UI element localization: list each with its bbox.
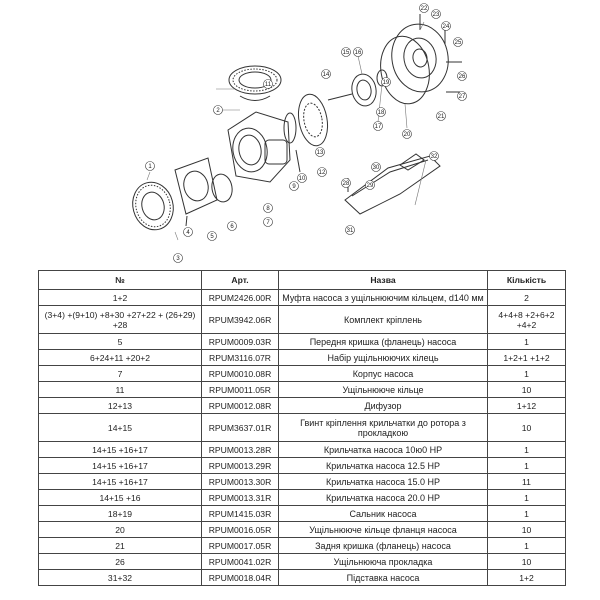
cell-number: 5 (39, 334, 202, 350)
table-row (39, 506, 566, 522)
cell-article: RPUM0016.05R (202, 522, 279, 538)
callout-3: 3 (176, 256, 180, 262)
cell-quantity: 10 (488, 522, 566, 538)
cell-quantity: 10 (488, 554, 566, 570)
cell-name: Гвинт кріплення крильчатки до ротора з прокладкою (279, 414, 488, 442)
callout-17: 17 (374, 124, 382, 130)
callout-26: 26 (458, 74, 466, 80)
callout-25: 25 (454, 40, 462, 46)
header-number: № (39, 271, 202, 290)
part-pump-stand (342, 156, 440, 214)
table-row (39, 458, 566, 474)
cell-number: 1+2 (39, 290, 202, 306)
callout-7: 7 (266, 220, 270, 226)
cell-name: Муфта насоса з ущільнюючим кільцем, d140 мм (279, 290, 488, 306)
table-row (39, 522, 566, 538)
header-name: Назва (279, 271, 488, 290)
cell-name: Корпус насоса (279, 366, 488, 382)
callout-19: 19 (382, 80, 390, 86)
parts-table (38, 270, 566, 586)
cell-article: RPUM0017.05R (202, 538, 279, 554)
cell-quantity: 1 (488, 506, 566, 522)
cell-article: RPUM0011.05R (202, 382, 279, 398)
cell-name: Дифузор (279, 398, 488, 414)
cell-number: 11 (39, 382, 202, 398)
callout-8: 8 (266, 206, 270, 212)
table-row (39, 538, 566, 554)
cell-article: RPUM0013.28R (202, 442, 279, 458)
table-row (39, 554, 566, 570)
part-coupling-top (229, 66, 281, 94)
cell-article: RPUM1415.03R (202, 506, 279, 522)
table-row (39, 398, 566, 414)
table-row (39, 490, 566, 506)
cell-name: Крильчатка насоса 20.0 HP (279, 490, 488, 506)
cell-quantity: 11 (488, 474, 566, 490)
callout-11: 11 (264, 82, 272, 88)
callout-29: 29 (366, 183, 374, 189)
table-row (39, 306, 566, 334)
callout-14: 14 (322, 72, 330, 78)
part-impeller (349, 72, 378, 108)
callout-22: 22 (420, 6, 428, 12)
cell-article: RPUM3942.06R (202, 306, 279, 334)
cell-number: 6+24+11 +20+2 (39, 350, 202, 366)
table-row (39, 334, 566, 350)
cell-number: 12+13 (39, 398, 202, 414)
callout-23: 23 (432, 12, 440, 18)
cell-name: Крильчатка насоса 15.0 HP (279, 474, 488, 490)
cell-quantity: 10 (488, 414, 566, 442)
callout-30: 30 (372, 165, 380, 171)
callout-20: 20 (403, 132, 411, 138)
cell-quantity: 2 (488, 290, 566, 306)
cell-number: 21 (39, 538, 202, 554)
callout-24: 24 (442, 24, 450, 30)
cell-article: RPUM0009.03R (202, 334, 279, 350)
cell-quantity: 1 (488, 538, 566, 554)
cell-number: 26 (39, 554, 202, 570)
exploded-pump-diagram (0, 0, 600, 265)
table-row (39, 442, 566, 458)
callout-32: 32 (430, 154, 438, 160)
callout-31: 31 (346, 228, 354, 234)
cell-quantity: 1 (488, 442, 566, 458)
header-article: Арт. (202, 271, 279, 290)
table-row (39, 382, 566, 398)
cell-number: 20 (39, 522, 202, 538)
table-row (39, 290, 566, 306)
callout-1: 1 (148, 164, 152, 170)
cell-number: 18+19 (39, 506, 202, 522)
cell-article: RPUM3116.07R (202, 350, 279, 366)
cell-article: RPUM0013.30R (202, 474, 279, 490)
table-row (39, 474, 566, 490)
header-quantity: Кількість (488, 271, 566, 290)
callout-16: 16 (354, 50, 362, 56)
cell-number: 31+32 (39, 570, 202, 586)
cell-name: Задня кришка (фланець) насоса (279, 538, 488, 554)
cell-quantity: 1 (488, 458, 566, 474)
cell-number: 14+15 (39, 414, 202, 442)
callout-21: 21 (437, 114, 445, 120)
table-row (39, 350, 566, 366)
cell-quantity: 1+12 (488, 398, 566, 414)
callout-2: 2 (216, 108, 220, 114)
callout-4: 4 (186, 230, 190, 236)
cell-name: Крильчатка насоса 10ю0 HP (279, 442, 488, 458)
table-header-row (39, 271, 566, 290)
part-front-flange (175, 158, 217, 214)
part-coupling-front (127, 178, 178, 235)
cell-name: Ущільнююче кільце фланця насоса (279, 522, 488, 538)
cell-number: 14+15 +16+17 (39, 458, 202, 474)
cell-number: 14+15 +16+17 (39, 474, 202, 490)
table-row (39, 414, 566, 442)
cell-number: (3+4) +(9+10) +8+30 +27+22 + (26+29) +28 (39, 306, 202, 334)
cell-quantity: 10 (488, 382, 566, 398)
part-flange-seal (375, 32, 434, 107)
callout-13: 13 (316, 150, 324, 156)
cell-article: RPUM0018.04R (202, 570, 279, 586)
cell-number: 7 (39, 366, 202, 382)
callout-6: 6 (230, 224, 234, 230)
part-diffuser (295, 92, 332, 148)
cell-number: 14+15 +16 (39, 490, 202, 506)
callout-15: 15 (342, 50, 350, 56)
callout-10: 10 (298, 176, 306, 182)
callout-27: 27 (458, 94, 466, 100)
part-back-flange (387, 20, 454, 97)
cell-article: RPUM0010.08R (202, 366, 279, 382)
cell-article: RPUM2426.00R (202, 290, 279, 306)
callout-9: 9 (292, 184, 296, 190)
callout-28: 28 (342, 181, 350, 187)
cell-name: Ущільнююче кільце (279, 382, 488, 398)
cell-name: Підставка насоса (279, 570, 488, 586)
cell-quantity: 1+2 (488, 570, 566, 586)
cell-quantity: 1 (488, 490, 566, 506)
cell-article: RPUM0013.29R (202, 458, 279, 474)
cell-name: Сальник насоса (279, 506, 488, 522)
cell-article: RPUM0013.31R (202, 490, 279, 506)
part-pump-body (228, 112, 290, 182)
callout-12: 12 (318, 170, 326, 176)
cell-quantity: 1+2+1 +1+2 (488, 350, 566, 366)
cell-number: 14+15 +16+17 (39, 442, 202, 458)
cell-article: RPUM0041.02R (202, 554, 279, 570)
cell-name: Крильчатка насоса 12.5 HP (279, 458, 488, 474)
cell-article: RPUM0012.08R (202, 398, 279, 414)
callout-18: 18 (377, 110, 385, 116)
cell-article: RPUM3637.01R (202, 414, 279, 442)
cell-name: Комплект кріплень (279, 306, 488, 334)
table-row (39, 366, 566, 382)
cell-name: Ущільнююча прокладка (279, 554, 488, 570)
cell-quantity: 1 (488, 334, 566, 350)
cell-name: Передня кришка (фланець) насоса (279, 334, 488, 350)
table-row (39, 570, 566, 586)
cell-quantity: 4+4+8 +2+6+2 +4+2 (488, 306, 566, 334)
callout-5: 5 (210, 234, 214, 240)
cell-quantity: 1 (488, 366, 566, 382)
cell-name: Набір ущільнюючих кілець (279, 350, 488, 366)
